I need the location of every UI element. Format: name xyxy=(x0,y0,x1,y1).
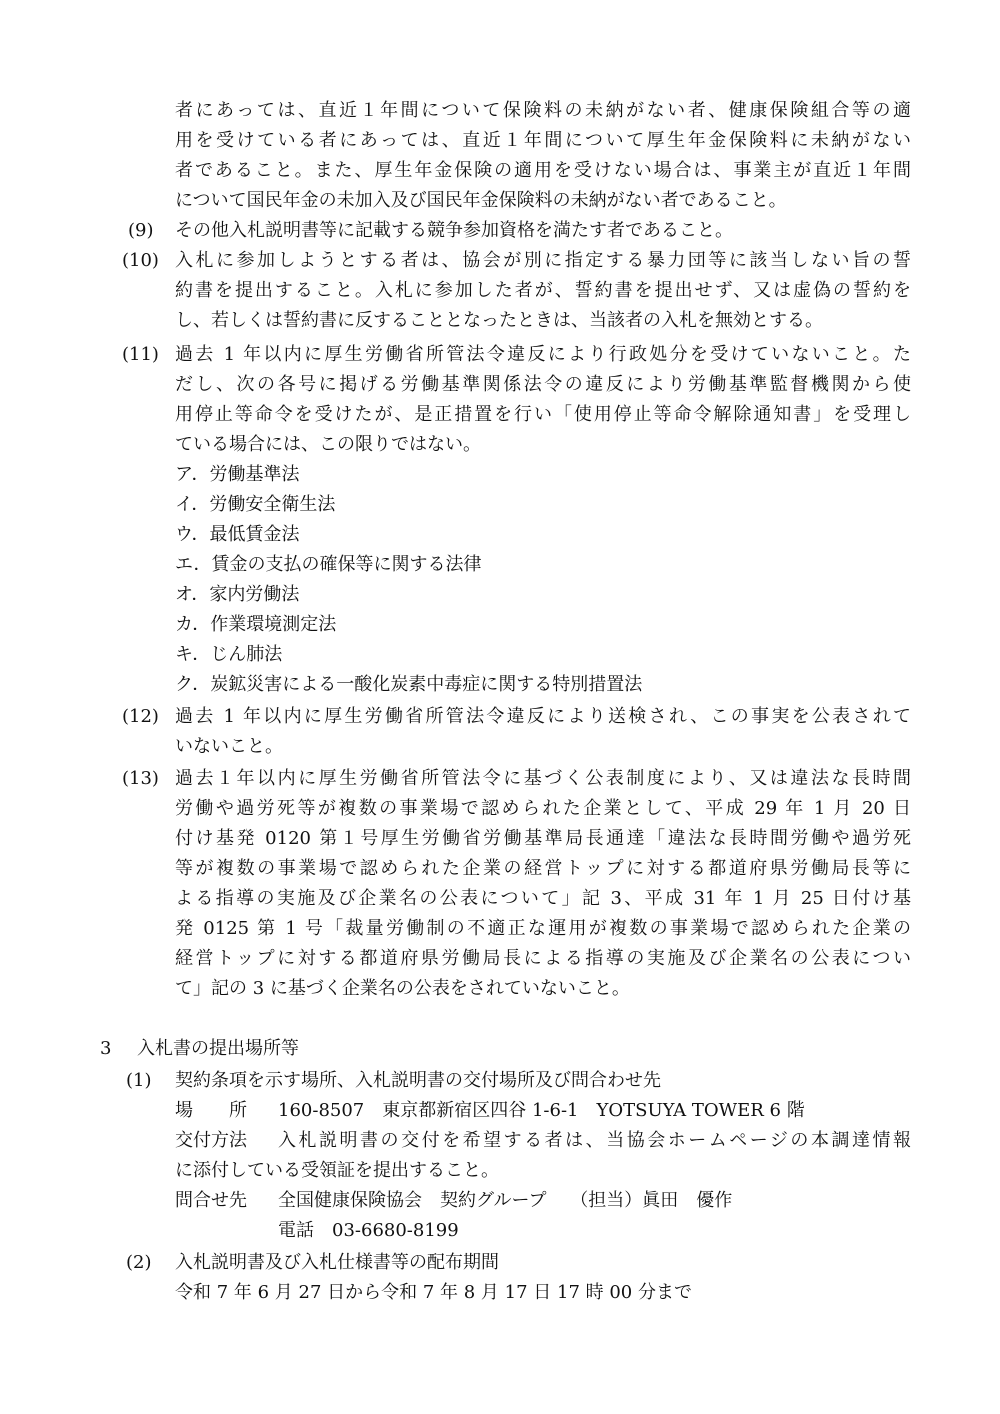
law-item-ka: カ．作業環境測定法 xyxy=(175,614,337,635)
item8-line-1: 者にあっては、直近１年間について保険料の未納がない者、健康保険組合等の適 xyxy=(175,100,911,121)
item8-line-4: について国民年金の未加入及び国民年金保険料の未納がない者であること。 xyxy=(175,190,787,211)
law-item-e: エ．賃金の支払の確保等に関する法律 xyxy=(175,554,482,575)
law-item-ku: ク．炭鉱災害による一酸化炭素中毒症に関する特別措置法 xyxy=(175,674,643,695)
item10-line-1: 入札に参加しようとする者は、協会が別に指定する暴力団等に該当しない旨の誓 xyxy=(175,250,911,271)
law-item-a: ア．労働基準法 xyxy=(175,464,300,485)
item11-line-3: 用停止等命令を受けたが、是正措置を行い「使用停止等命令解除通知書」を受理し xyxy=(175,404,911,425)
place-label: 場 所 xyxy=(175,1100,247,1121)
law-item-o: オ．家内労働法 xyxy=(175,584,300,605)
item8-line-3: 者であること。また、厚生年金保険の適用を受けない場合は、事業主が直近１年間 xyxy=(175,160,911,181)
item9-line-1: その他入札説明書等に記載する競争参加資格を満たす者であること。 xyxy=(175,220,733,241)
item10-line-2: 約書を提出すること。入札に参加した者が、誓約書を提出せず、又は虚偽の誓約を xyxy=(175,280,911,301)
item12-line-2: いないこと。 xyxy=(175,736,283,757)
section3-number: 3 xyxy=(100,1038,112,1059)
distribution-period: 令和 7 年 6 月 27 日から令和 7 年 8 月 17 日 17 時 00 分まで xyxy=(175,1282,692,1303)
law-item-u: ウ．最低賃金法 xyxy=(175,524,300,545)
item13-line-6: 発 0125 第 1 号「裁量労働制の不適正な運用が複数の事業場で認められた企業の xyxy=(175,918,911,939)
item12-line-1: 過去 1 年以内に厚生労働省所管法令違反により送検され、この事実を公表されて xyxy=(175,706,911,727)
place-value: 160-8507 東京都新宿区四谷 1-6-1 YOTSUYA TOWER 6 階 xyxy=(278,1100,805,1121)
item11-line-4: ている場合には、この限りではない。 xyxy=(175,434,481,455)
method-line-2: に添付している受領証を提出すること。 xyxy=(175,1160,499,1181)
contact-label: 問合せ先 xyxy=(175,1190,247,1211)
item10-number: (10) xyxy=(122,250,159,271)
item13-line-2: 労働や過労死等が複数の事業場で認められた企業として、平成 29 年 1 月 20 日 xyxy=(175,798,911,819)
item12-number: (12) xyxy=(122,706,159,727)
item9-number: (9) xyxy=(128,220,154,241)
section3-sub2-title: 入札説明書及び入札仕様書等の配布期間 xyxy=(175,1252,499,1273)
section3-sub2-number: (2) xyxy=(126,1252,152,1273)
item13-number: (13) xyxy=(122,768,159,789)
item8-line-2: 用を受けている者にあっては、直近１年間について厚生年金保険料に未納がない xyxy=(175,130,911,151)
law-item-ki: キ．じん肺法 xyxy=(175,644,283,665)
law-item-i: イ．労働安全衛生法 xyxy=(175,494,336,515)
method-line-1: 入札説明書の交付を希望する者は、当協会ホームページの本調達情報 xyxy=(278,1130,911,1151)
item11-line-1: 過去 1 年以内に厚生労働省所管法令違反により行政処分を受けていないこと。た xyxy=(175,344,911,365)
item13-line-3: 付け基発 0120 第１号厚生労働省労働基準局長通達「違法な長時間労働や過労死 xyxy=(175,828,911,849)
section3-sub1-title: 契約条項を示す場所、入札説明書の交付場所及び問合わせ先 xyxy=(175,1070,661,1091)
item13-line-4: 等が複数の事業場で認められた企業の経営トップに対する都道府県労働局長等に xyxy=(175,858,911,879)
item13-line-5: よる指導の実施及び企業名の公表について」記 3、平成 31 年 1 月 25 日付け基 xyxy=(175,888,911,909)
item11-line-2: だし、次の各号に掲げる労働基準関係法令の違反により労働基準監督機関から使 xyxy=(175,374,911,395)
section3-sub1-number: (1) xyxy=(126,1070,152,1091)
item13-line-8: て」記の 3 に基づく企業名の公表をされていないこと。 xyxy=(175,978,630,999)
item10-line-3: し、若しくは誓約書に反することとなったときは、当該者の入札を無効とする。 xyxy=(175,310,823,331)
item13-line-1: 過去１年以内に厚生労働省所管法令に基づく公表制度により、又は違法な長時間 xyxy=(175,768,911,789)
section3-title: 入札書の提出場所等 xyxy=(137,1038,299,1059)
contact-phone: 電話 03-6680-8199 xyxy=(278,1220,459,1241)
item13-line-7: 経営トップに対する都道府県労働局長による指導の実施及び企業名の公表につい xyxy=(175,948,911,969)
contact-value: 全国健康保険協会 契約グループ （担当）眞田 優作 xyxy=(278,1190,733,1211)
item11-number: (11) xyxy=(122,344,159,365)
method-label: 交付方法 xyxy=(175,1130,247,1151)
